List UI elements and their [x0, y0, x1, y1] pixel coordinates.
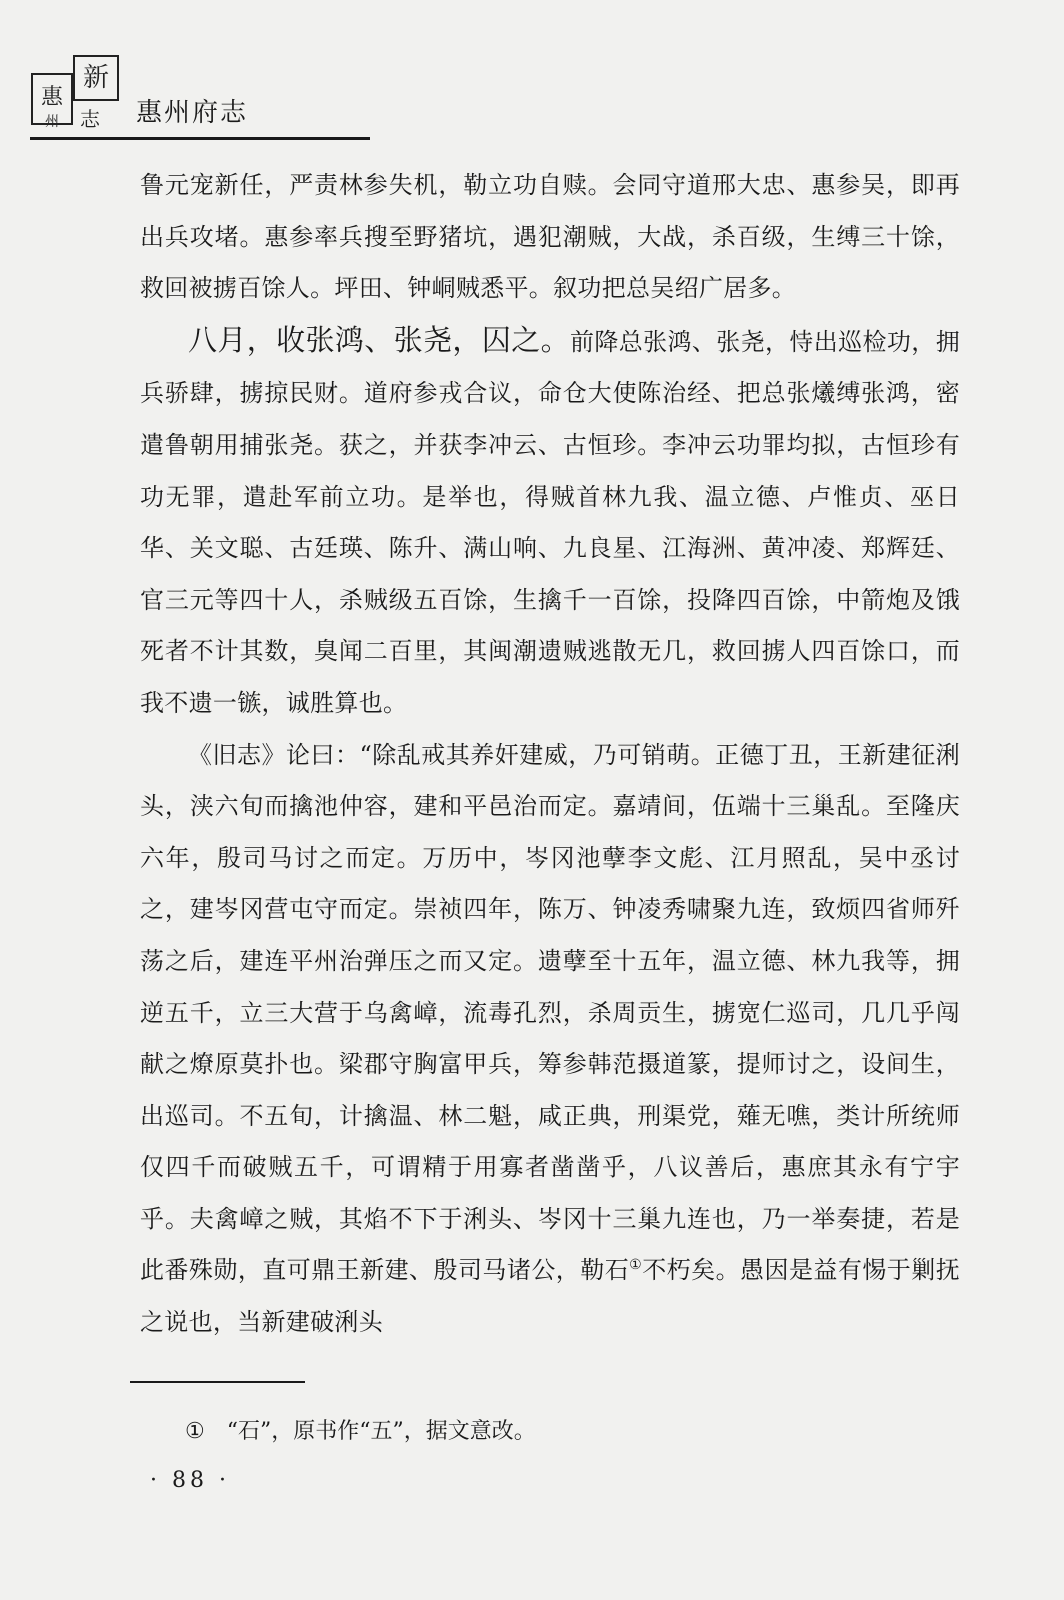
seal-glyph: 志 — [80, 107, 100, 131]
header-rule — [30, 137, 370, 140]
paragraph-lead: 八月，收张鸿、张尧，囚之。 — [188, 322, 570, 357]
seal-logo-icon — [30, 52, 120, 132]
body-text — [140, 160, 960, 1349]
footnote-rule — [130, 1381, 305, 1383]
paragraph: 《旧志》论曰：“除乱戒其养奸建威，乃可销萌。正德丁丑，王新建征浰头，浃六旬而擒池仲容，建和平邑治而定。嘉靖间，伍端十三巢乱。至隆庆六年，殷司马讨之而定。万历中，岑冈池孽李文彪、江月照乱，吴中丞讨之，建岑冈营屯守而定。崇祯四年，陈万、钟凌秀啸聚九连，致烦四省师歼荡之后，建连平州治弹压之而又定。遗孽至十五年，温立德、林九我等，拥逆五千，立三大营于乌禽嶂，流毒孔烈，杀周贡生，掳宽仁巡司，几几乎闯献之燎原莫扑也。梁郡守胸富甲兵，筹参韩范摄道篆，提师讨之，设间生，出巡司。不五旬，计擒温、林二魁，咸正典，刑渠党，薙无噍，类计所统师仅四千而破贼五千，可谓精于用寡者凿凿乎，八议善后，惠庶其永有宁宇乎。夫禽嶂之贼，其焰不下于浰头、岑冈十三巢九连也，乃一举奏捷，若是此番殊勋，直可鼎王新建、殷司马诸公，勒石①不朽矣。愚因是益有惕于剿抚之说也，当新建破浰头 — [140, 740, 960, 1337]
running-header-title: 惠州府志 — [136, 98, 249, 128]
paragraph: 八月，收张鸿、张尧，囚之。前降总张鸿、张尧，恃出巡检功，拥兵骄肆，掳掠民财。道府参戎合议，命仓大使陈治经、把总张爔缚张鸿，密遣鲁朝用捕张尧。获之，并获李冲云、古恒珍。李冲云功罪均拟，古恒珍有功无罪，遣赴军前立功。是举也，得贼首林九我、温立德、卢惟贞、巫日华、关文聪、古廷瑛、陈升、满山响、九良星、江海洲、黄冲凌、郑辉廷、官三元等四十人，杀贼级五百馀，生擒千一百馀，投降四百馀，中箭炮及饿死者不计其数，臭闻二百里，其闽潮遗贼逃散无几，救回掳人四百馀口，而我不遗一镞，诚胜算也。 — [140, 322, 960, 717]
seal-glyph: 新 — [82, 63, 110, 93]
footnote — [185, 1414, 536, 1445]
footnote-mark: ① — [185, 1419, 205, 1444]
paragraph: 鲁元宠新任，严责林参失机，勒立功自赎。会同守道邢大忠、惠参吴，即再出兵攻堵。惠参率兵搜至野猪坑，遇犯潮贼，大战，杀百级，生缚三十馀，救回被掳百馀人。坪田、钟峒贼悉平。叙功把总吴绍广居多。 — [140, 171, 960, 303]
page-number: · 88 · — [150, 1468, 230, 1493]
seal-glyph: 州 — [45, 114, 59, 130]
footnote-ref: ① — [629, 1257, 643, 1274]
seal-glyph: 惠 — [40, 85, 64, 110]
footnote-text: “石”，原书作“五”，据文意改。 — [226, 1419, 536, 1444]
